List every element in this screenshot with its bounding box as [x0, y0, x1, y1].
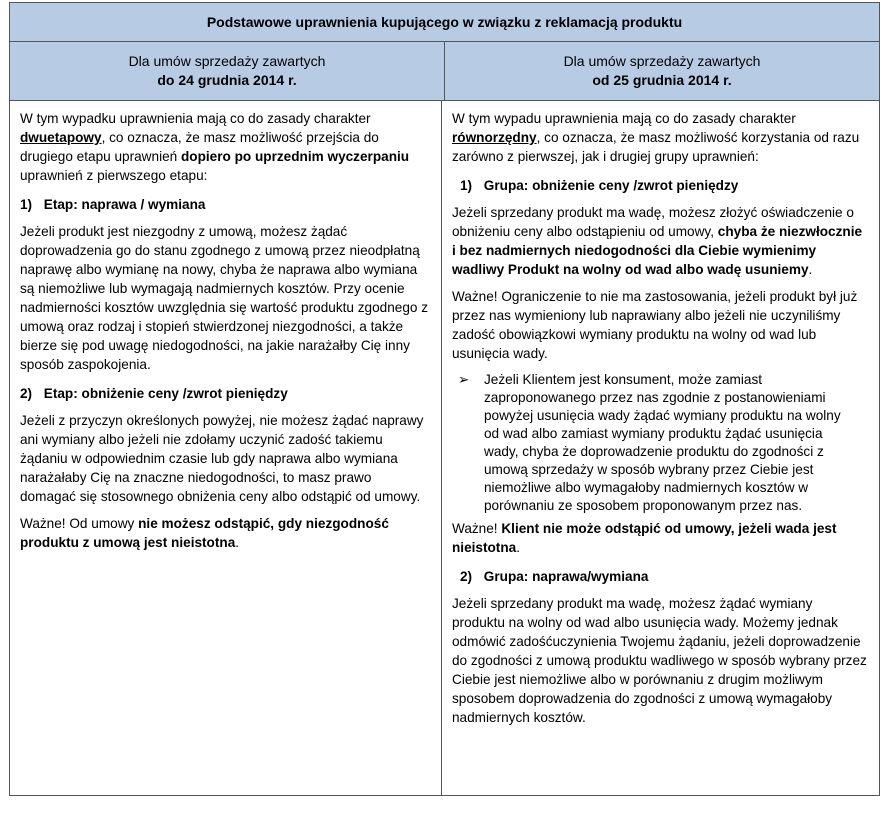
- body-row: [10, 101, 879, 795]
- arrow-bullet-icon: ➢: [458, 372, 470, 387]
- right-bullet-text: Jeżeli Klientem jest konsument, może zamiast zaproponowanego przez nas zgodnie z postanowieniami powyżej usunięcia wady żądać wymiany produktu na wolny od wad albo zamiast wymiany produktu żądać usunięcia wady, chyba że doprowadzenie produktu do zgodności z umową sprzedaży w sposób wybrany przez Ciebie jest niemożliwe albo wymagałoby nadmiernych kosztów w porównaniu ze sposobem proponowanym przez nas.: [484, 372, 841, 513]
- right-column: [441, 101, 879, 795]
- left-stage1-num: 1): [20, 197, 33, 212]
- left-intro-keyword: dwuetapowy: [20, 130, 102, 145]
- right-intro-a: W tym wypadu uprawnienia mają co do zasady charakter: [452, 111, 796, 126]
- right-group1-text: [452, 203, 869, 279]
- table-title: [10, 3, 879, 42]
- right-group2-num: 2): [460, 569, 473, 584]
- left-stage1-title: Etap: naprawa / wymiana: [43, 197, 206, 212]
- left-warning-c: .: [235, 535, 240, 550]
- left-intro-bold: dopiero po uprzednim wyczerpaniu: [180, 149, 410, 164]
- right-warning: [452, 519, 869, 557]
- header-right: [444, 42, 879, 100]
- right-group1-bold: chyba że niezwłocznie i bez nadmiernych niedogodności dla Ciebie wymienimy wadliwy Produkt na wolny od wad albo wadę usuniemy: [452, 224, 863, 277]
- right-group1-heading: [460, 176, 869, 195]
- right-group2-heading: [460, 567, 869, 586]
- left-stage2-num: 2): [20, 386, 33, 401]
- left-warning-bold: nie możesz odstąpić, gdy niezgodność produktu z umową jest nieistotna: [20, 516, 389, 550]
- right-group1-title: Grupa: obniżenie ceny /zwrot pieniędzy: [483, 178, 739, 193]
- left-stage1-text: Jeżeli produkt jest niezgodny z umową, możesz żądać doprowadzenia go do stanu zgodnego z umową przez nieodpłatną naprawę albo wymianę na nowy, chyba że naprawa albo wymiana są niemożliwe lub wymagają nadmiernych kosztów. Przy ocenie nadmierności kosztów uwzględnia się wartość produktu zgodnego z umową oraz rodzaj i stopień stwierdzonej niezgodności, a także bierze się pod uwagę niedogodności, na jakie narażałby Cię inny sposób zaspokojenia.: [20, 224, 429, 372]
- right-group2-title: Grupa: naprawa/wymiana: [483, 569, 649, 584]
- left-intro-e: uprawnień z pierwszego etapu:: [20, 168, 208, 183]
- right-warning-bold: Klient nie może odstąpić od umowy, jeżeli wada jest nieistotna: [452, 521, 837, 555]
- left-intro-a: W tym wypadku uprawnienia mają co do zasady charakter: [20, 111, 371, 126]
- header-left: [10, 42, 444, 100]
- header-right-line1: Dla umów sprzedaży zawartych: [563, 53, 761, 69]
- left-intro-c: , co oznacza, że masz możliwość przejścia do drugiego etapu uprawnień: [20, 130, 379, 164]
- right-group1-num: 1): [460, 178, 473, 193]
- left-stage2-heading: [20, 384, 431, 403]
- right-group1-c: .: [808, 262, 813, 277]
- left-column: [10, 101, 441, 795]
- right-note: Ważne! Ograniczenie to nie ma zastosowania, jeżeli produkt był już przez nas wymieniony lub naprawiany albo jeżeli nie uczyniliśmy zadość obowiązkowi wymiany produktu na wolny od wad lub usunięcia wady.: [452, 289, 858, 361]
- table-title-text: Podstawowe uprawnienia kupującego w związku z reklamacją produktu: [206, 14, 683, 30]
- header-right-date: od 25 grudnia 2014 r.: [592, 72, 732, 88]
- left-warning: [20, 514, 431, 552]
- right-intro: [452, 109, 869, 166]
- left-stage2-text: Jeżeli z przyczyn określonych powyżej, nie możesz żądać naprawy ani wymiany albo jeżeli nie zdołamy uczynić zadość takiemu żądaniu w odpowiednim czasie lub gdy naprawa albo wymiana narażałaby Cię na znaczne niedogodności, to masz prawo domagać się stosownego obniżenia ceny albo odstąpić od umowy.: [20, 413, 424, 504]
- left-warning-a: Ważne! Od umowy: [20, 516, 139, 531]
- right-group2-text: Jeżeli sprzedany produkt ma wadę, możesz żądać wymiany produktu na wolny od wad albo usunięcia wady. Możemy jednak odmówić zadośćuczynienia Twojemu żądaniu, jeżeli doprowadzenie do zgodności z umową produktu wadliwego w sposób wybrany przez Ciebie jest niemożliwe albo w porównaniu z drugim możliwym sposobem doprowadzenia do zgodności z umową wymagałoby nadmiernych kosztów.: [452, 596, 867, 725]
- header-row: [10, 42, 879, 101]
- right-group1-a: Jeżeli sprzedany produkt ma wadę, możesz złożyć oświadczenie o obniżeniu ceny albo odstąpieniu od umowy,: [452, 205, 854, 239]
- left-stage1-heading: [20, 195, 431, 214]
- right-intro-keyword: równorzędny: [452, 130, 537, 145]
- right-warning-c: .: [516, 540, 520, 555]
- header-left-date: do 24 grudnia 2014 r.: [157, 72, 297, 88]
- right-warning-a: Ważne!: [452, 521, 502, 536]
- right-bullet: [452, 371, 869, 515]
- left-intro: [20, 109, 431, 185]
- rights-table: [9, 2, 880, 796]
- right-intro-c: , co oznacza, że masz możliwość korzystania od razu zarówno z pierwszej, jak i drugiej grupy uprawnień:: [452, 130, 860, 164]
- header-left-line1: Dla umów sprzedaży zawartych: [128, 53, 326, 69]
- left-stage2-title: Etap: obniżenie ceny /zwrot pieniędzy: [43, 386, 288, 401]
